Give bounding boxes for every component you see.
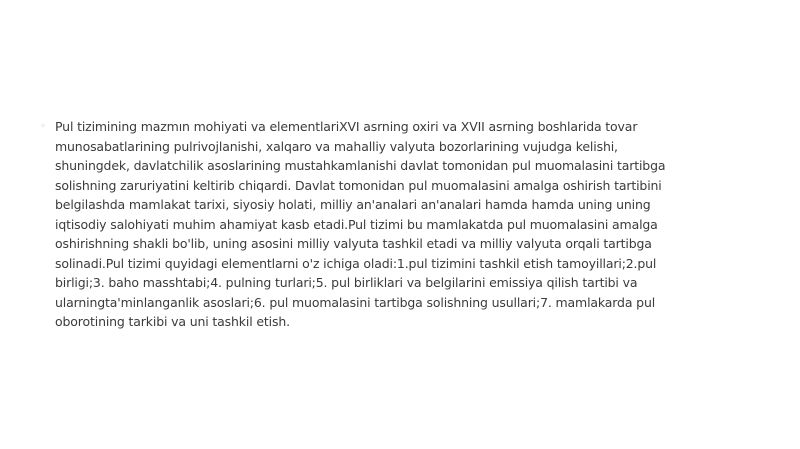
bullet-marker-icon: ◦ xyxy=(40,121,46,132)
bullet-list xyxy=(40,117,680,332)
bullet-text: Pul tizimining mazmın mohiyati va elementlariXVI asrning oxiri va XVII asrning boshlarida tovar munosabatlarining pulrivojlanishi, xalqaro va mahalliy valyuta bozorlarining vujudga kelishi, shuningdek, davlatchilik asoslarining mustahkamlanishi davlat tomonidan pul muomalasini tartibga solishning zaruriyatini keltirib chiqardi. Davlat tomonidan pul muomalasini amalga oshirish tartibini belgilashda mamlakat tarixi, siyosiy holati, milliy an'analari an'analari hamda hamda uning uning iqtisodiy salohiyati muhim ahamiyat kasb etadi.Pul tizimi bu mamlakatda pul muomalasini amalga oshirishning shakli bo'lib, uning asosini milliy valyuta tashkil etadi va milliy valyuta orqali tartibga solinadi.Pul tizimi quyidagi elementlarni o'z ichiga oladi:1.pul tizimini tashkil etish tamoyillari;2.pul birligi;3. baho masshtabi;4. pulning turlari;5. pul birliklari va belgilarini emissiya qilish tartibi va ularningta'minlanganlik asoslari;6. pul muomalasini tartibga solishning usullari;7. mamlakarda pul oborotining tarkibi va uni tashkil etish. xyxy=(55,119,666,329)
bullet-item xyxy=(40,117,680,332)
